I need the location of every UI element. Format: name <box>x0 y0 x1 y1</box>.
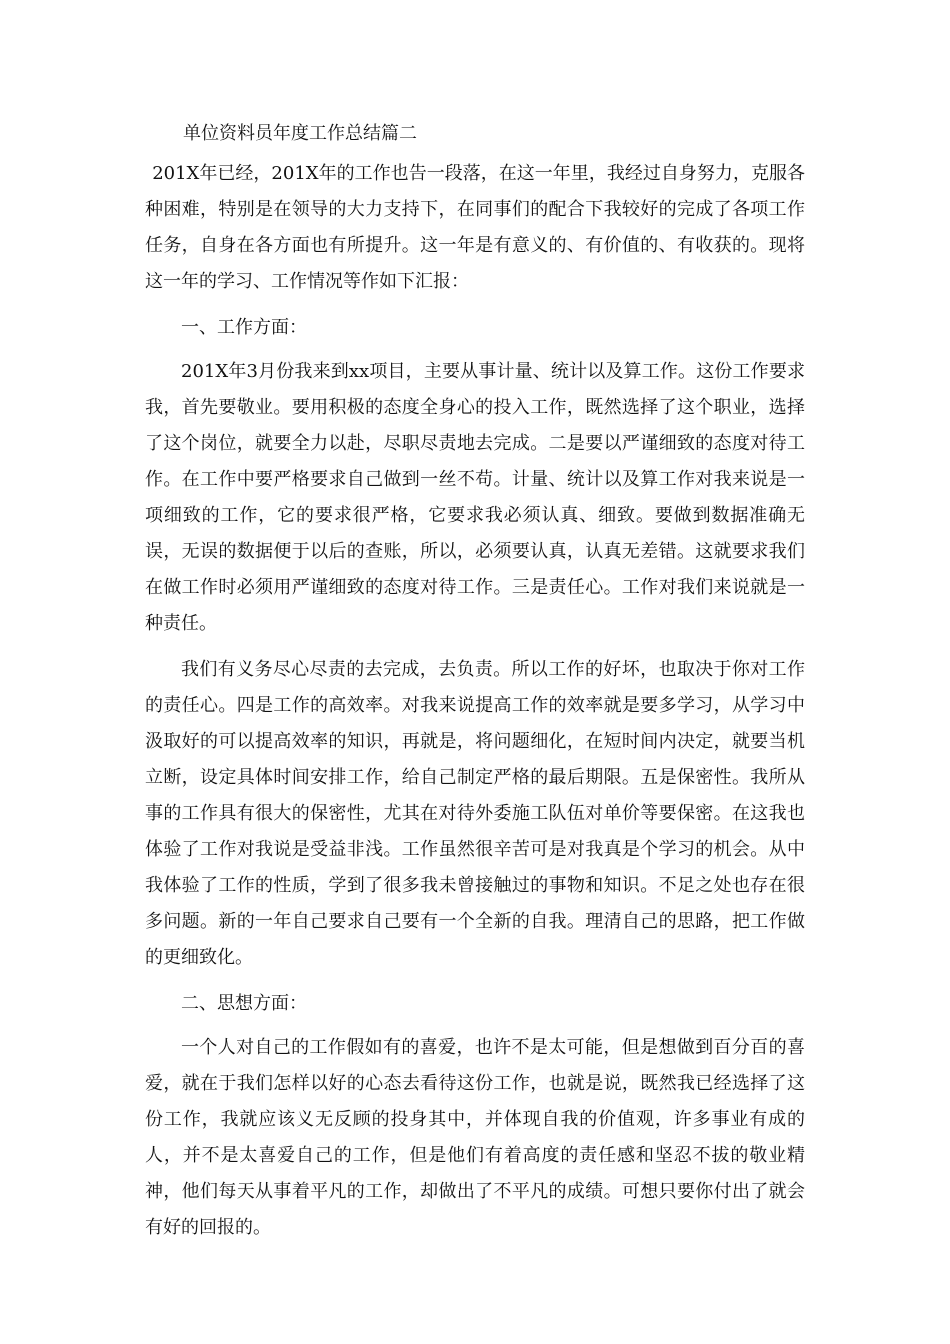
section-heading-work: 一、工作方面： <box>181 317 307 338</box>
section-heading-thought: 二、思想方面： <box>181 993 307 1014</box>
work-paragraph-2: 我们有义务尽心尽责的去完成，去负责。所以工作的好坏，也取决于你对工作的责任心。四是工作的高效率。对我来说提高工作的效率就是要多学习，从学习中汲取好的可以提高效率的知识，再就是，将问题细化，在短时间内决定，就要当机立断，设定具体时间安排工作，给自己制定严格的最后期限。五是保密性。我所从事的工作具有很大的保密性，尤其在对待外委施工队伍对单价等要保密。在这我也体验了工作对我说是受益非浅。工作虽然很辛苦可是对我真是个学习的机会。从中我体验了工作的性质，学到了很多我未曾接触过的事物和知识。不足之处也存在很多问题。新的一年自己要求自己要有一个全新的自我。理清自己的思路，把工作做的更细致化。 <box>145 659 805 968</box>
thought-paragraph: 一个人对自己的工作假如有的喜爱，也许不是太可能，但是想做到百分百的喜爱，就在于我们怎样以好的心态去看待这份工作，也就是说，既然我已经选择了这份工作，我就应该义无反顾的投身其中，并体现自我的价值观，许多事业有成的人，并不是太喜爱自己的工作，但是他们有着高度的责任感和坚忍不拔的敬业精神，他们每天从事着平凡的工作，却做出了不平凡的成绩。可想只要你付出了就会有好的回报的。 <box>145 1037 805 1238</box>
work-paragraph-1: 201X年3月份我来到xx项目，主要从事计量、统计以及算工作。这份工作要求我，首先要敬业。要用积极的态度全身心的投入工作，既然选择了这个职业，选择了这个岗位，就要全力以赴，尽职尽责地去完成。二是要以严谨细致的态度对待工作。在工作中要严格要求自己做到一丝不苟。计量、统计以及算工作对我来说是一项细致的工作，它的要求很严格，它要求我必须认真、细致。要做到数据准确无误，无误的数据便于以后的查账，所以，必须要认真，认真无差错。这就要求我们在做工作时必须用严谨细致的态度对待工作。三是责任心。工作对我们来说就是一种责任。 <box>145 361 805 634</box>
document-body <box>145 120 805 1256</box>
document-title: 单位资料员年度工作总结篇二 <box>183 123 417 144</box>
intro-paragraph: 201X年已经，201X年的工作也告一段落，在这一年里，我经过自身努力，克服各种困难，特别是在领导的大力支持下，在同事们的配合下我较好的完成了各项工作任务，自身在各方面也有所提升。这一年是有意义的、有价值的、有收获的。现将这一年的学习、工作情况等作如下汇报： <box>145 163 805 292</box>
